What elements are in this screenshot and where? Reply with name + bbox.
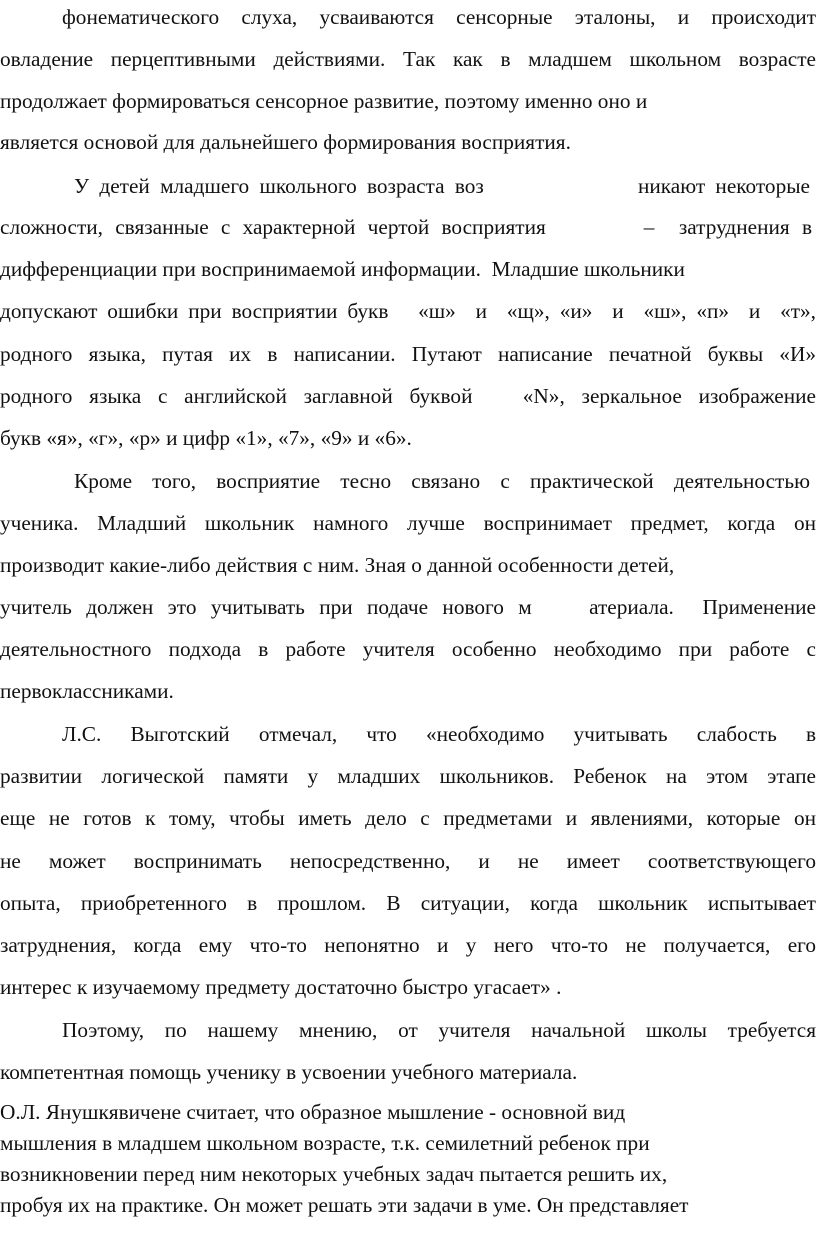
paragraph-line: Кроме того, восприятие тесно связано с практической деятельностью	[74, 469, 810, 493]
paragraph-line: учитель должен это учитывать при подаче нового м атериала. Применение	[0, 595, 816, 619]
paragraph-line: продолжает формироваться сенсорное развитие, поэтому именно оно и	[0, 89, 648, 113]
paragraph-line: букв «я», «г», «р» и цифр «1», «7», «9» и «6».	[0, 426, 412, 450]
paragraph-line: родного языка, путая их в написании. Путают написание печатной буквы «И»	[0, 342, 816, 366]
paragraph-line: компетентная помощь ученику в усвоении учебного материала.	[0, 1060, 578, 1084]
paragraph-line: деятельностного подхода в работе учителя особенно необходимо при работе с	[0, 637, 816, 661]
paragraph-line: О.Л. Янушкявичене считает, что образное мышление - основной вид	[0, 1100, 626, 1124]
paragraph-line: первоклассниками.	[0, 679, 174, 703]
paragraph-line: родного языка с английской заглавной буквой «N», зеркальное изображение	[0, 384, 816, 408]
paragraph-line: мышления в младшем школьном возрасте, т.к. семилетний ребенок при	[0, 1131, 650, 1155]
paragraph-line: овладение перцептивными действиями. Так как в младшем школьном возрасте	[0, 47, 816, 71]
paragraph-line: ученика. Младший школьник намного лучше воспринимает предмет, когда он	[0, 511, 816, 535]
paragraph-line: допускают ошибки при восприятии букв «ш» и «щ», «и» и «ш», «п» и «т»,	[0, 299, 816, 323]
paragraph-line: является основой для дальнейшего формирования восприятия.	[0, 130, 571, 154]
paragraph-line: возникновении перед ним некоторых учебных задач пытается решить их,	[0, 1162, 668, 1186]
paragraph-line: дифференциации при воспринимаемой информации. Младшие школьники	[0, 257, 685, 281]
paragraph-line: Л.С. Выготский отмечал, что «необходимо учитывать слабость в	[62, 722, 816, 746]
paragraph-line: сложности, связанные с характерной чертой восприятия – затруднения в	[0, 215, 812, 239]
paragraph-line: не может воспринимать непосредственно, и не имеет соответствующего	[0, 849, 816, 873]
paragraph-line: интерес к изучаемому предмету достаточно быстро угасает» .	[0, 975, 562, 999]
paragraph-line: фонематического слуха, усваиваются сенсорные эталоны, и происходит	[62, 5, 816, 29]
paragraph-line: еще не готов к тому, чтобы иметь дело с предметами и явлениями, которые он	[0, 806, 816, 830]
paragraph-line: производит какие-либо действия с ним. Зная о данной особенности детей,	[0, 553, 675, 577]
paragraph-line: У детей младшего школьного возраста воз никают некоторые	[74, 174, 810, 198]
paragraph-line: Поэтому, по нашему мнению, от учителя начальной школы требуется	[62, 1018, 816, 1042]
paragraph-line: опыта, приобретенного в прошлом. В ситуации, когда школьник испытывает	[0, 891, 816, 915]
paragraph-line: пробуя их на практике. Он может решать эти задачи в уме. Он представляет	[0, 1193, 689, 1217]
paragraph-line: развитии логической памяти у младших школьников. Ребенок на этом этапе	[0, 764, 816, 788]
paragraph-line: затруднения, когда ему что-то непонятно и у него что-то не получается, его	[0, 933, 816, 957]
